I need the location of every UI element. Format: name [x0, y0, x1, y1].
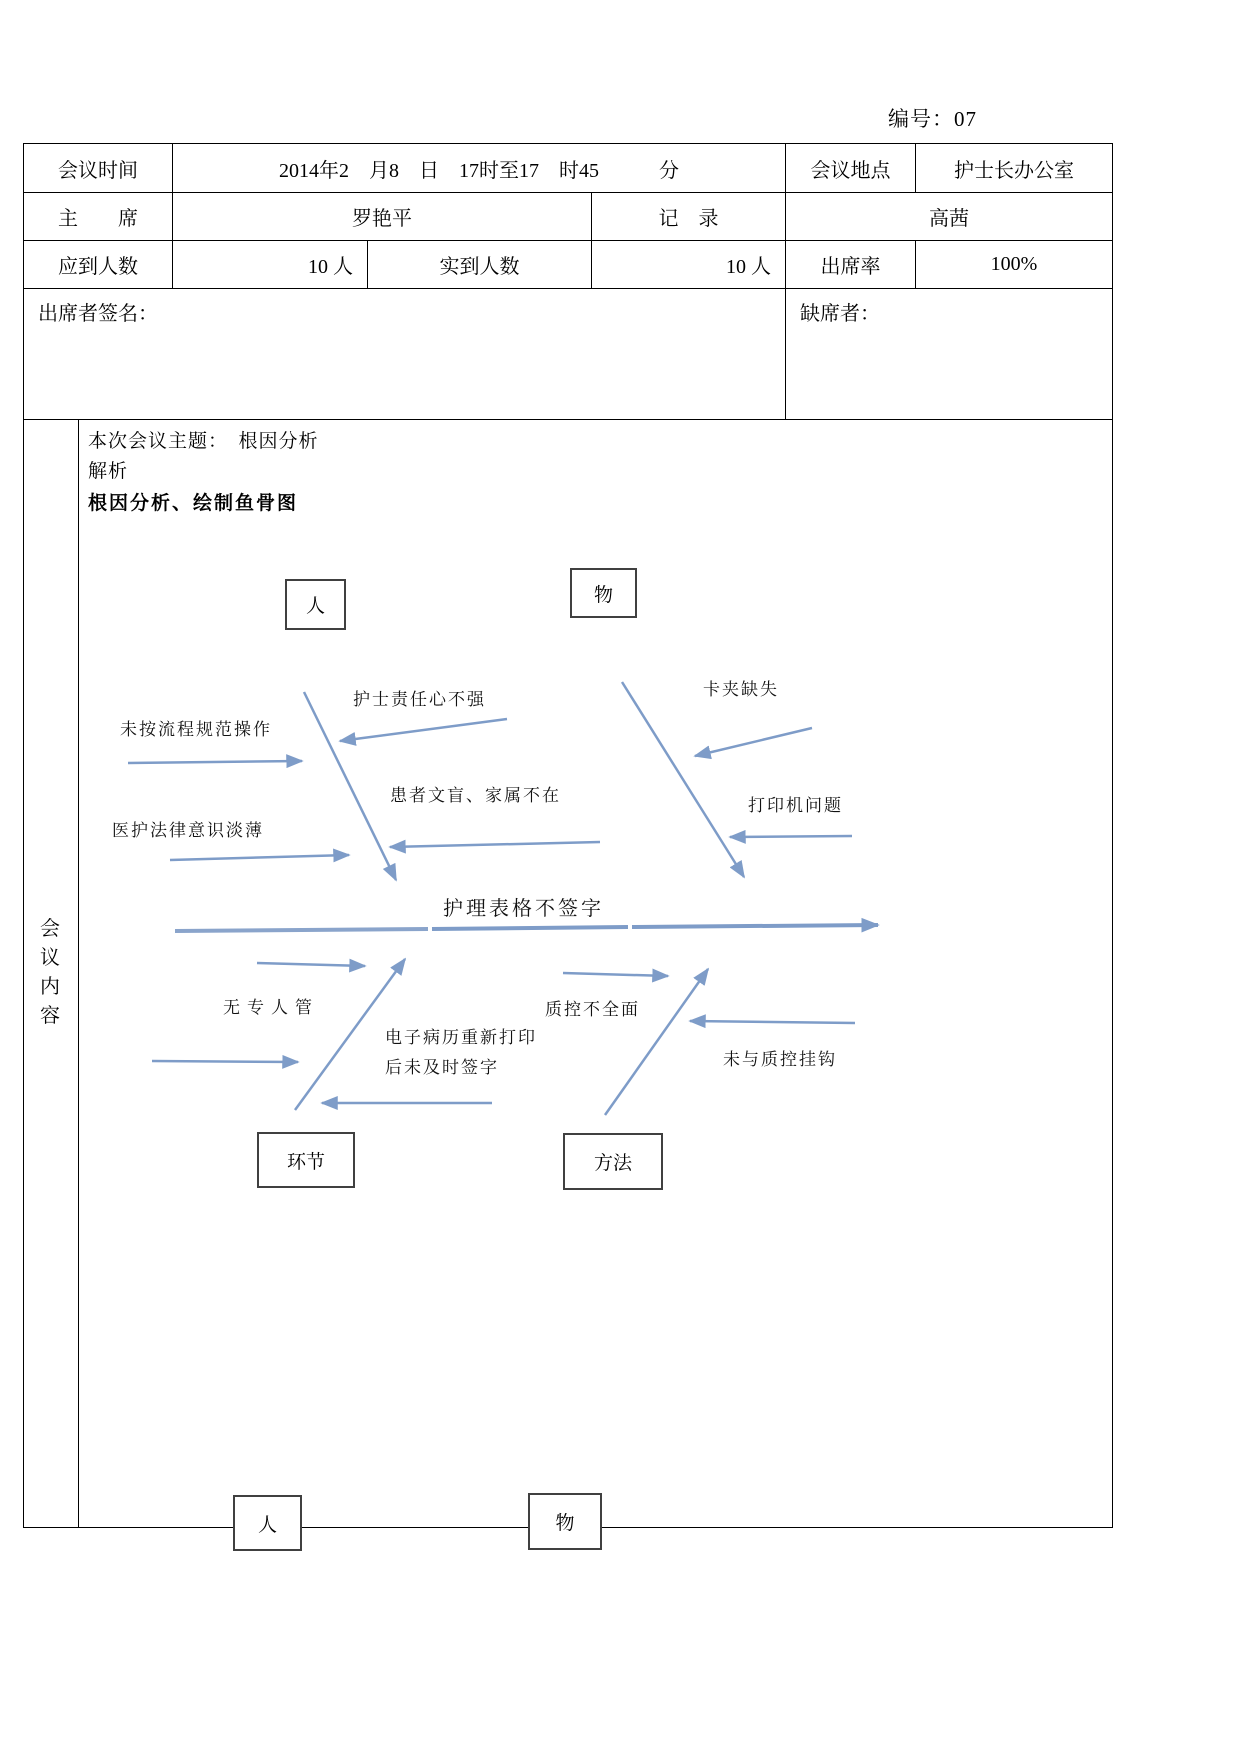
content-column-label: 会议内容 [40, 918, 60, 1027]
cause-arrow-no-dedicated-manager [152, 1061, 298, 1062]
cause-label-no-dedicated-manager: 无专人管 [223, 998, 319, 1017]
cause-label-printer-problem: 打印机问题 [748, 796, 843, 815]
location-value-cell: 护士长办公室 [915, 143, 1113, 193]
cause-label-weak-responsibility: 护士责任心不强 [353, 690, 486, 709]
cause-arrow-patient-illiterate [390, 842, 600, 847]
recorder-value-cell: 高茜 [785, 192, 1113, 241]
attendance-rate-label-cell: 出席率 [785, 240, 916, 289]
cause-label-card-clip-missing: 卡夹缺失 [703, 680, 779, 699]
meeting-time-label-cell: 会议时间 [23, 143, 173, 193]
fishbone-spine-segment-2 [432, 927, 628, 929]
signatures-cell: 出席者签名： [23, 288, 786, 420]
fishbone-spine-segment-3 [632, 925, 878, 927]
cause-label-not-linked-to-qc: 未与质控挂钩 [723, 1050, 837, 1069]
cause-arrow-not-following-procedure [128, 761, 302, 763]
category-box-person-2: 人 [233, 1495, 302, 1551]
chair-value-cell: 罗艳平 [172, 192, 592, 241]
attendance-rate-value-cell: 100% [915, 240, 1113, 289]
fishbone-spine-segment-1 [175, 929, 428, 931]
cause-arrow-card-clip-missing [695, 728, 812, 756]
cause-label-emr-reprint-line1: 电子病历重新打印 [385, 1028, 537, 1047]
cause-arrow-weak-responsibility [340, 719, 507, 741]
cause-label-weak-legal-awareness: 医护法律意识淡薄 [112, 821, 264, 840]
method-branch-line [605, 969, 708, 1115]
cause-label-qc-not-comprehensive: 质控不全面 [545, 1000, 640, 1019]
doc-number: 编号：07 [888, 107, 977, 131]
cause-arrow-weak-legal-awareness [170, 855, 349, 860]
fishbone-heading: 根因分析、绘制鱼骨图 [88, 493, 299, 514]
cause-arrow-not-linked-to-qc [690, 1021, 855, 1023]
cause-arrow-printer-problem [730, 836, 852, 837]
actual-count-value-cell: 10 人 [591, 240, 786, 289]
cause-arrow-process-upper [257, 963, 365, 966]
topic-line: 本次会议主题： 根因分析 [88, 431, 319, 452]
expected-count-label-cell: 应到人数 [23, 240, 173, 289]
cause-label-patient-illiterate: 患者文盲、家属不在 [390, 786, 561, 805]
category-box-material: 物 [570, 568, 637, 618]
recorder-label-cell: 记 录 [591, 192, 786, 241]
meeting-time-value-cell: 2014年2 月8 日 17时至17 时45 分 [172, 143, 786, 193]
person-branch-line [304, 692, 396, 880]
category-box-person: 人 [285, 579, 346, 630]
absentees-cell: 缺席者： [785, 288, 1113, 420]
category-box-method: 方法 [563, 1133, 663, 1190]
cause-label-emr-reprint-line2: 后未及时签字 [385, 1058, 499, 1077]
material-branch-line [622, 682, 744, 877]
cause-label-not-following-procedure: 未按流程规范操作 [120, 720, 272, 739]
effect-label: 护理表格不签字 [443, 898, 604, 920]
chair-label-cell: 主 席 [23, 192, 173, 241]
subtitle-line: 解析 [88, 461, 129, 482]
category-box-material-2: 物 [528, 1493, 602, 1550]
expected-count-value-cell: 10 人 [172, 240, 368, 289]
category-box-process: 环节 [257, 1132, 355, 1188]
location-label-cell: 会议地点 [785, 143, 916, 193]
cause-arrow-qc-not-comprehensive [563, 973, 668, 976]
actual-count-label-cell: 实到人数 [367, 240, 592, 289]
